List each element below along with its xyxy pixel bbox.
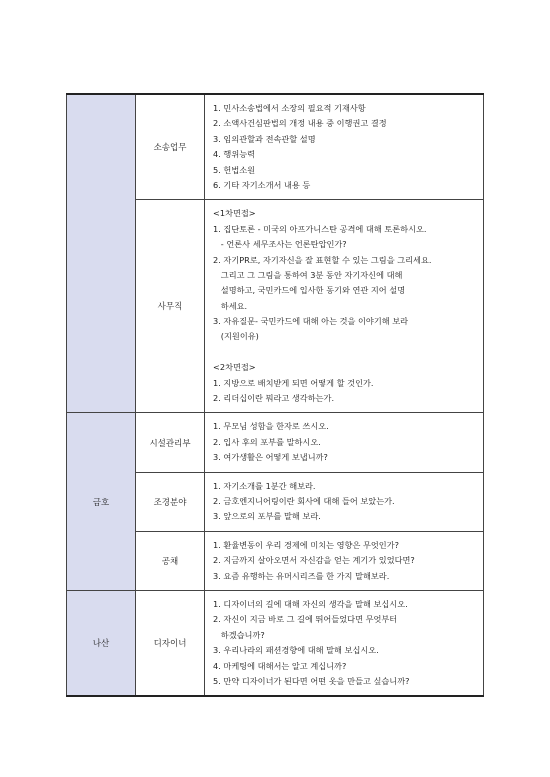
question-line: 1. 집단토론 - 미국의 아프가니스탄 공격에 대해 토론하시오. xyxy=(213,223,427,234)
company-cell xyxy=(67,94,136,413)
question-line: 하세요. xyxy=(213,300,248,311)
role-label: 사무직 xyxy=(157,302,183,313)
questions-cell xyxy=(205,200,484,413)
interview-questions-table xyxy=(66,93,484,697)
role-cell xyxy=(136,200,205,413)
question-line: 2. 리더십이란 뭐라고 생각하는가. xyxy=(213,393,335,404)
question-line: 2. 입사 후의 포부를 말하시오. xyxy=(213,436,321,447)
role-label: 조경분야 xyxy=(153,497,187,508)
role-cell xyxy=(136,94,205,200)
company-label: 금호 xyxy=(92,497,110,508)
question-line: 3. 자유질문- 국민카드에 대해 아는 것을 이야기해 보라 xyxy=(213,316,409,327)
question-line: <1차면접> xyxy=(213,208,256,219)
question-line: 2. 소액사건심판법의 개정 내용 중 이행권고 결정 xyxy=(213,118,387,129)
company-cell xyxy=(67,413,136,591)
role-label: 디자이너 xyxy=(153,639,187,650)
role-label: 공채 xyxy=(161,556,179,567)
role-cell xyxy=(136,413,205,472)
table-row xyxy=(67,94,484,200)
question-line: 하겠습니까? xyxy=(213,629,265,640)
question-line: 1. 무모님 성함을 한자로 쓰시오. xyxy=(213,421,329,432)
question-line: 설명하고, 국민카드에 입사한 동기와 연관 지어 설명 xyxy=(213,285,406,296)
blank-line xyxy=(213,345,477,360)
question-line: 1. 지방으로 배치받게 되면 어떻게 할 것인가. xyxy=(213,377,374,388)
question-line: 5. 만약 디자이너가 된다면 어떤 옷을 만들고 싶습니까? xyxy=(213,675,410,686)
question-line: 1. 환율변동이 우리 경제에 미치는 영향은 무엇인가? xyxy=(213,539,399,550)
table-row xyxy=(67,413,484,472)
question-line: 3. 우리나라의 패션경향에 대해 말해 보십시오. xyxy=(213,645,379,656)
questions-cell xyxy=(205,413,484,472)
role-cell xyxy=(136,531,205,590)
question-line: 3. 앞으로의 포부를 말해 보라. xyxy=(213,511,321,522)
question-line: 6. 기타 자기소개서 내용 등 xyxy=(213,179,311,190)
question-line: - 언론사 세무조사는 언론탄압인가? xyxy=(213,239,347,250)
question-line: 2. 자신이 지금 바로 그 길에 뛰어들었다면 무엇부터 xyxy=(213,614,398,625)
question-line: 1. 민사소송법에서 소장의 필요적 기재사항 xyxy=(213,103,366,113)
question-line: 3. 여가생활은 어떻게 보냅니까? xyxy=(213,452,328,463)
role-label: 시설관리부 xyxy=(149,438,191,449)
questions-cell xyxy=(205,531,484,590)
question-line: 4. 마케팅에 대해서는 알고 계십니까? xyxy=(213,660,347,671)
question-line: 1. 디자이너의 길에 대해 자신의 생각을 말해 보십시오. xyxy=(213,598,408,609)
question-line: 4. 행위능력 xyxy=(213,149,256,160)
question-line: 2. 자기PR로, 자기자신을 잘 표현할 수 있는 그림을 그리세요. xyxy=(213,254,432,265)
question-line: <2차면접> xyxy=(213,362,256,373)
role-label: 소송업무 xyxy=(153,143,187,154)
question-line: 3. 요즘 유행하는 유머시리즈를 한 가지 말해보라. xyxy=(213,570,390,581)
question-line: 5. 헌법소원 xyxy=(213,164,256,175)
company-label: 나산 xyxy=(92,639,110,650)
question-line: 2. 지금까지 살아오면서 자신감을 얻는 계기가 있었다면? xyxy=(213,555,415,566)
role-cell xyxy=(136,472,205,531)
question-line: 2. 금호엔지니어링이란 회사에 대해 들어 보았는가. xyxy=(213,495,395,506)
company-cell xyxy=(67,590,136,696)
question-line: 3. 임의관할과 전속관할 설명 xyxy=(213,133,316,144)
question-line: (지원이유) xyxy=(213,331,259,342)
role-cell xyxy=(136,590,205,696)
questions-cell xyxy=(205,472,484,531)
questions-cell xyxy=(205,590,484,696)
question-line: 그리고 그 그림을 통하여 3분 동안 자기자신에 대해 xyxy=(213,269,403,280)
questions-cell xyxy=(205,94,484,200)
table-row xyxy=(67,590,484,696)
question-line: 1. 자기소개를 1분간 해보라. xyxy=(213,480,316,491)
